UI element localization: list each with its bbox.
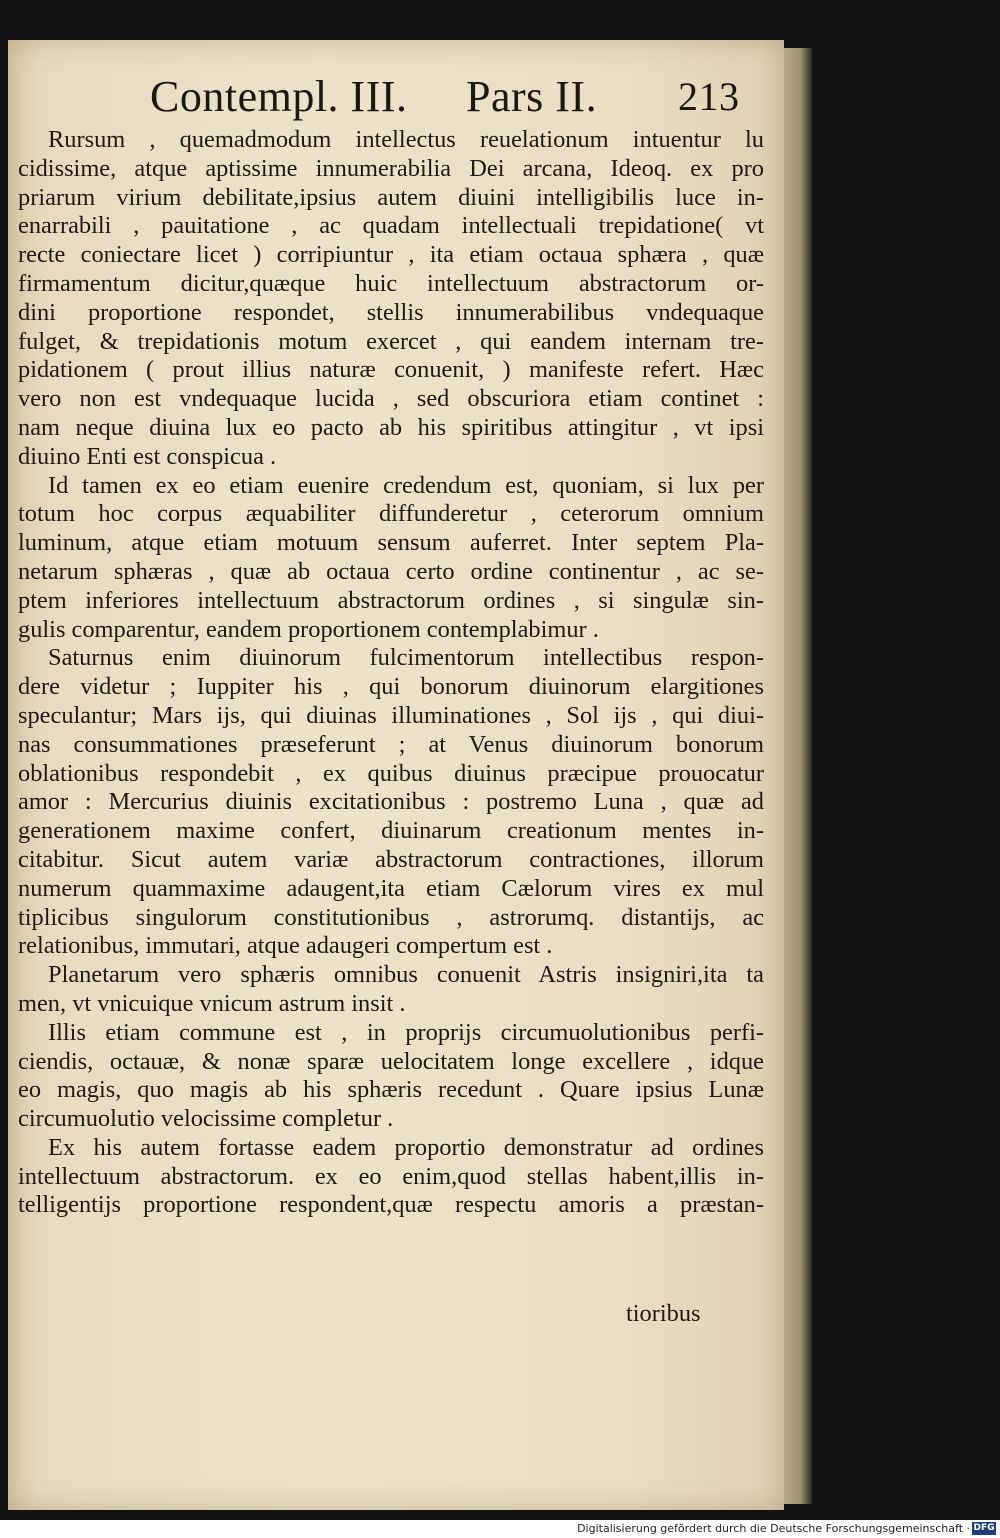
text-line: firmamentum dicitur,quæque huic intellectuum abstractorum or-: [18, 269, 764, 297]
catchword: tioribus: [626, 1300, 701, 1327]
running-head: [150, 72, 760, 128]
text-line: men, vt vnicuique vnicum astrum insit .: [18, 989, 406, 1017]
text-line: oblationibus respondebit , ex quibus diuinus præcipue prouocatur: [18, 759, 764, 787]
text-line: dere videtur ; Iuppiter his , qui bonorum diuinorum elargitiones: [18, 673, 764, 701]
text-line: netarum sphæras , quæ ab octaua certo ordine continentur , ac se-: [18, 557, 764, 585]
text-line: ciendis, octauæ, & nonæ sparæ uelocitatem longe excellere , idque: [18, 1047, 764, 1075]
body-text: [18, 126, 764, 1220]
text-line: Planetarum vero sphæris omnibus conuenit Astris insigniri,ita ta: [48, 961, 764, 989]
text-line: dini proportione respondet, stellis innumerabilibus vndequaque: [18, 298, 764, 326]
text-line: generationem maxime confert, diuinarum creationum mentes in-: [18, 817, 764, 845]
text-line: citabitur. Sicut autem variæ abstractorum contractiones, illorum: [18, 845, 764, 873]
text-line: intellectuum abstractorum. ex eo enim,quod stellas habent,illis in-: [18, 1162, 764, 1190]
text-line: eo magis, quo magis ab his sphæris recedunt . Quare ipsius Lunæ: [18, 1076, 764, 1104]
running-head-part: Pars II.: [466, 72, 598, 121]
footer-credit: Digitalisierung gefördert durch die Deutsche Forschungsgemeinschaft ·: [577, 1522, 970, 1535]
text-line: priarum virium debilitate,ipsius autem diuini intelligibilis luce in-: [18, 183, 764, 211]
text-line: Ex his autem fortasse eadem proportio demonstratur ad ordines: [48, 1133, 764, 1161]
text-line: fulget, & trepidationis motum exercet , qui eandem internam tre-: [18, 327, 764, 355]
text-line: Rursum , quemadmodum intellectus reuelationum intuentur lu: [48, 126, 764, 153]
text-line: luminum, atque etiam motuum sensum auferret. Inter septem Pla-: [18, 529, 764, 557]
text-line: nam neque diuina lux eo pacto ab his spiritibus attingitur , vt ipsi: [18, 413, 764, 441]
text-line: relationibus, immutari, atque adaugeri compertum est .: [18, 932, 553, 960]
text-line: diuino Enti est conspicua .: [18, 442, 277, 470]
text-line: ptem inferiores intellectuum abstractorum ordines , si singulæ sin-: [18, 586, 764, 614]
running-head-title: Contempl. III.: [150, 72, 408, 121]
text-line: amor : Mercurius diuinis excitationibus : postremo Luna , quæ ad: [18, 788, 764, 816]
footer-bar: [0, 1520, 1000, 1538]
text-line: speculantur; Mars ijs, qui diuinas illuminationes , Sol ijs , qui diui-: [18, 701, 764, 729]
text-line: vero non est vndequaque lucida , sed obscuriora etiam continet :: [18, 385, 764, 413]
text-line: circumuolutio velocissime completur .: [18, 1105, 394, 1133]
text-line: gulis comparentur, eandem proportionem contemplabimur .: [18, 615, 599, 643]
page-number: 213: [678, 74, 740, 119]
text-line: Saturnus enim diuinorum fulcimentorum intellectibus respon-: [48, 644, 764, 672]
text-line: cidissime, atque aptissime innumerabilia Dei arcana, Ideoq. ex pro: [18, 154, 764, 182]
text-line: numerum quammaxime adaugent,ita etiam Cælorum vires ex mul: [18, 874, 764, 902]
text-line: pidationem ( prout illius naturæ conuenit, ) manifeste refert. Hæc: [18, 356, 764, 384]
page-edge: [784, 48, 812, 1504]
dfg-logo: DFG: [973, 1523, 995, 1533]
text-line: nas consummationes præseferunt ; at Venus diuinorum bonorum: [18, 730, 764, 758]
text-line: Id tamen ex eo etiam euenire credendum est, quoniam, si lux per: [48, 471, 764, 499]
text-line: telligentijs proportione respondent,quæ respectu amoris a præstan-: [18, 1191, 764, 1219]
text-line: enarrabili , pauitatione , ac quadam intellectuali trepidatione( vt: [18, 212, 764, 240]
text-line: totum hoc corpus æquabiliter diffunderetur , ceterorum omnium: [18, 500, 764, 528]
text-line: tiplicibus singulorum constitutionibus , astrorumq. distantijs, ac: [18, 903, 764, 931]
text-line: recte coniectare licet ) corripiuntur , ita etiam octaua sphæra , quæ: [18, 241, 764, 269]
text-line: Illis etiam commune est , in proprijs circumuolutionibus perfi-: [48, 1018, 764, 1046]
